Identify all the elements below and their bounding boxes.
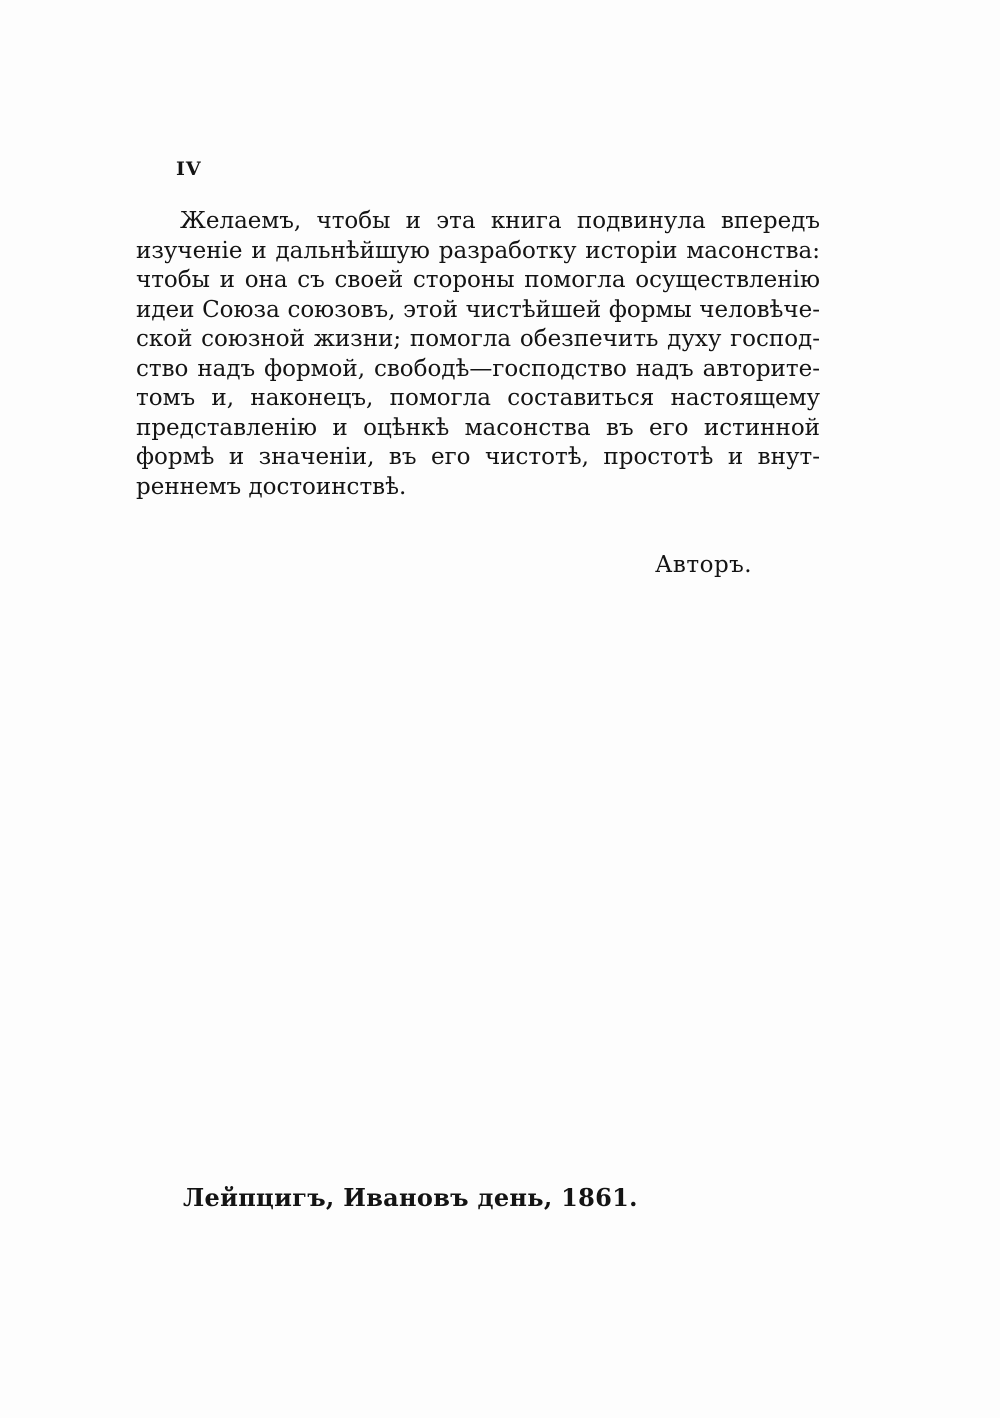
body-paragraph: [136, 207, 820, 502]
place-date-line: Лейпцигъ, Ивановъ день, 1861.: [183, 1183, 638, 1212]
paragraph-line: томъ и, наконецъ, помогла составиться настоящему: [136, 385, 820, 411]
paragraph-line: ской союзной жизни; помогла обезпечить духу господ-: [136, 326, 820, 352]
paragraph-line: Желаемъ, чтобы и эта книга подвинула впередъ: [180, 208, 820, 234]
page-number: IV: [176, 158, 202, 180]
paragraph-line: формѣ и значеніи, въ его чистотѣ, простотѣ и внут-: [136, 444, 820, 470]
paragraph-line: ство надъ формой, свободѣ—господство надъ авторите-: [136, 355, 820, 382]
paragraph-line: идеи Союза союзовъ, этой чистѣйшей формы человѣче-: [136, 296, 820, 323]
paragraph-line: изученіе и дальнѣйшую разработку исторіи масонства:: [136, 237, 820, 264]
paragraph-line: чтобы и она съ своей стороны помогла осуществленію: [136, 267, 820, 293]
paragraph-line: представленію и оцѣнкѣ масонства въ его истинной: [136, 414, 820, 441]
author-signature: Авторъ.: [655, 552, 753, 578]
paragraph-line: реннемъ достоинствѣ.: [136, 473, 407, 500]
